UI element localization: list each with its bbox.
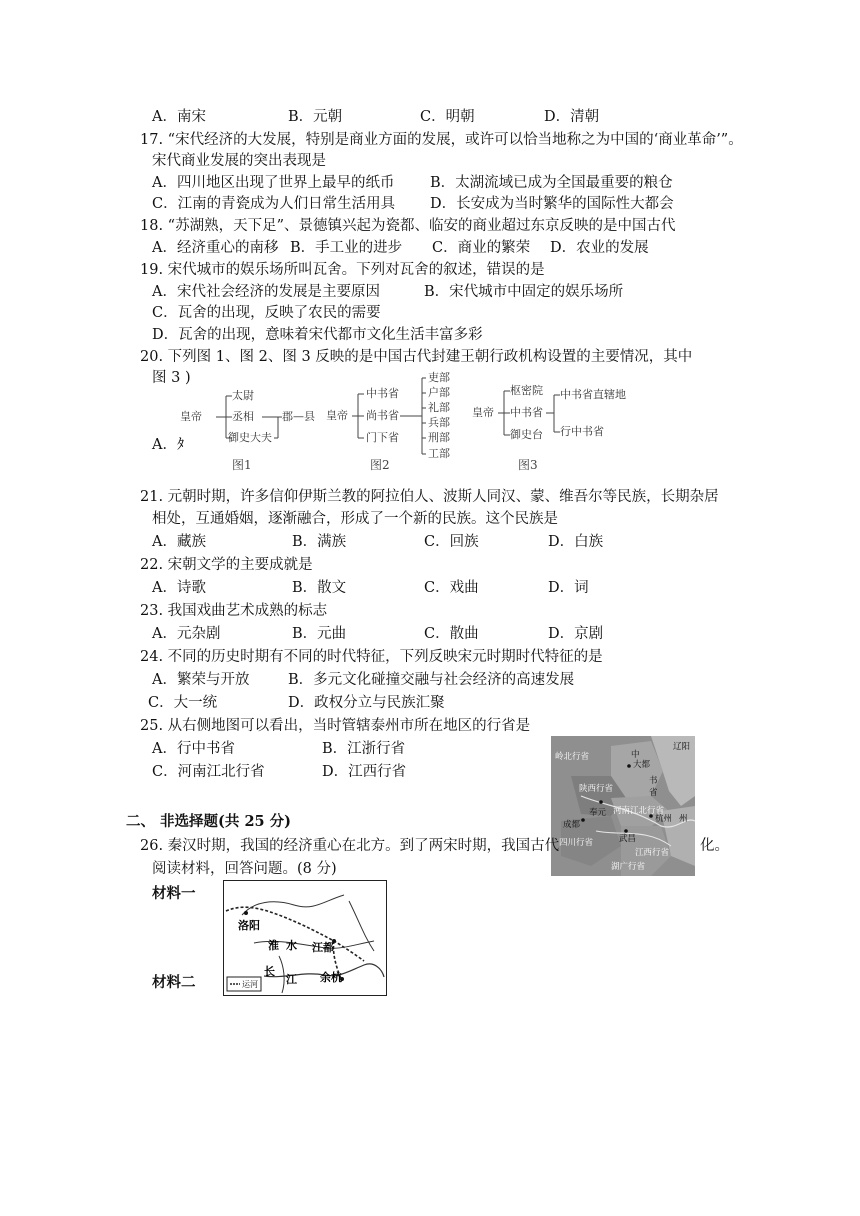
section-2-title: 二、 非选择题(共 25 分) xyxy=(126,813,292,830)
map-label-huguang: 湖广行省 xyxy=(611,862,646,872)
map-label-jiangxi: 江西行省 xyxy=(635,848,670,858)
fig2-dept-3: 礼部 xyxy=(428,401,450,414)
fig2-dept-2: 户部 xyxy=(428,386,450,399)
q18-option-c: C．商业的繁荣 xyxy=(432,240,531,256)
q25-option-b: B．江浙行省 xyxy=(322,741,406,757)
canal-label-shui: 水 xyxy=(286,939,297,952)
canal-label-chang: 长 xyxy=(264,965,275,978)
canal-label-luoyang: 洛阳 xyxy=(238,919,260,932)
fig3-root: 皇帝 xyxy=(472,406,494,419)
q21-option-c: C．回族 xyxy=(424,534,479,550)
q18-option-a: A．经济重心的南移 xyxy=(152,240,279,256)
q18-option-b: B．手工业的进步 xyxy=(290,240,403,256)
map-label-liaoyang: 辽阳 xyxy=(673,742,691,752)
q21-stem: 21. 元朝时期，许多信仰伊斯兰教的阿拉伯人、波斯人同汉、蒙、维吾尔等民族，长期杂居 xyxy=(140,489,719,505)
map-label-shu: 书 xyxy=(649,776,658,786)
map-label-shaanxi: 陕西行省 xyxy=(579,784,614,794)
q19-option-b: B．宋代城市中固定的娱乐场所 xyxy=(424,284,624,300)
material-1-label: 材料一 xyxy=(152,885,196,902)
map-label-fengyuan: 奉元 xyxy=(589,808,607,818)
q26-stem: 26. 秦汉时期，我国的经济重心在北方。到了两宋时期，我国古代 xyxy=(140,838,560,854)
canal-legend-label: 运河 xyxy=(242,980,258,989)
q23-option-a: A．元杂剧 xyxy=(152,626,221,642)
map-label-dadu: 大都 xyxy=(633,760,651,770)
q20-stem-cont: 图 3 ) xyxy=(152,370,191,386)
q16-option-a: A．南宋 xyxy=(152,109,206,125)
canal-label-huai: 淮 xyxy=(268,939,279,952)
material-2-label: 材料二 xyxy=(152,974,196,991)
fig2-dept-6: 工部 xyxy=(428,447,450,460)
q19-option-a: A．宋代社会经济的发展是主要原因 xyxy=(152,284,380,300)
canal-map-lines xyxy=(224,881,386,995)
q21-option-b: B．满族 xyxy=(292,534,347,550)
q24-option-c: C．大一统 xyxy=(148,695,218,711)
fig1-root: 皇帝 xyxy=(180,410,202,423)
q24-option-b: B．多元文化碰撞交融与社会经济的高速发展 xyxy=(288,672,575,688)
map-label-hangzhou: 杭州 xyxy=(655,814,673,824)
fig2-dept-1: 吏部 xyxy=(428,371,450,384)
fig2-node-3: 门下省 xyxy=(366,431,399,444)
q18-stem: 18. “苏湖熟，天下足”、景德镇兴起为瓷都、临安的商业超过东京反映的是中国古代 xyxy=(140,218,676,234)
q22-option-a: A．诗歌 xyxy=(152,580,206,596)
q17-stem-cont: 宋代商业发展的突出表现是 xyxy=(152,153,326,169)
yuan-provinces-map xyxy=(551,736,695,876)
q26-stem-cont: 阅读材料，回答问题。(8 分) xyxy=(152,861,337,877)
fig1-caption: 图1 xyxy=(232,458,252,472)
q16-option-b: B．元朝 xyxy=(288,109,343,125)
map-label-lingbei: 岭北行省 xyxy=(555,752,590,762)
fig3-sub-1: 中书省直辖地 xyxy=(560,388,626,401)
fig2-node-2: 尚书省 xyxy=(366,409,399,422)
figure-1 xyxy=(170,384,320,454)
q19-stem: 19. 宋代城市的娱乐场所叫瓦舍。下列对瓦舍的叙述，错误的是 xyxy=(140,262,545,278)
q20-stem: 20. 下列图 1、图 2、图 3 反映的是中国古代封建王朝行政机构设置的主要情况，其中 xyxy=(140,349,693,365)
fig2-root: 皇帝 xyxy=(326,409,348,422)
fig1-tail: 郡—县 xyxy=(282,410,315,423)
q22-option-c: C．戏曲 xyxy=(424,580,479,596)
figure-3 xyxy=(470,380,640,450)
map-label-zhong: 中 xyxy=(631,750,640,760)
q23-option-b: B．元曲 xyxy=(292,626,347,642)
map-label-sichuan: 四川行省 xyxy=(559,838,594,848)
fig2-dept-4: 兵部 xyxy=(428,416,450,429)
q21-stem-cont: 相处，互通婚姻，逐渐融合，形成了一个新的民族。这个民族是 xyxy=(152,511,558,527)
q17-stem: 17. “宋代经济的大发展，特别是商业方面的发展，或许可以恰当地称之为中国的‘商业革命’”。 xyxy=(140,132,743,148)
fig1-node-3: 御史大夫 xyxy=(228,431,272,444)
grand-canal-map xyxy=(223,880,387,996)
canal-label-yuhang: 余杭 xyxy=(320,971,342,984)
q24-option-a: A．繁荣与开放 xyxy=(152,672,250,688)
q17-option-c: C．江南的青瓷成为人们日常生活用具 xyxy=(152,196,396,212)
fig3-node-1: 枢密院 xyxy=(510,384,543,397)
q24-option-d: D．政权分立与民族汇聚 xyxy=(288,695,445,711)
fig1-node-1: 太尉 xyxy=(232,389,254,402)
map-label-chengdu: 成都 xyxy=(563,820,581,830)
fig3-node-3: 御史台 xyxy=(510,428,543,441)
q19-option-d: D．瓦舍的出现，意味着宋代都市文化生活丰富多彩 xyxy=(152,327,483,343)
fig2-node-1: 中书省 xyxy=(366,387,399,400)
q25-option-d: D．江西行省 xyxy=(322,764,407,780)
fig2-caption: 图2 xyxy=(370,458,390,472)
q25-stem: 25. 从右侧地图可以看出，当时管辖泰州市所在地区的行省是 xyxy=(140,718,531,734)
canal-label-jiangdu: 江都 xyxy=(312,941,334,954)
q24-stem: 24. 不同的历史时期有不同的时代特征，下列反映宋元时期时代特征的是 xyxy=(140,649,603,665)
q22-option-b: B．散文 xyxy=(292,580,347,596)
q16-option-d: D．清朝 xyxy=(544,109,600,125)
q16-option-c: C．明朝 xyxy=(420,109,475,125)
fig3-caption: 图3 xyxy=(518,458,538,472)
q26-stem-tail: 化。 xyxy=(700,838,729,854)
map-label-sheng: 省 xyxy=(649,788,658,798)
q25-option-c: C．河南江北行省 xyxy=(152,764,265,780)
q25-option-a: A．行中书省 xyxy=(152,741,235,757)
fig1-node-2: 丞相 xyxy=(232,410,254,423)
map-label-zhou: 州 xyxy=(679,814,688,824)
q17-option-d: D．长安成为当时繁华的国际性大都会 xyxy=(430,196,674,212)
q22-option-d: D．词 xyxy=(548,580,589,596)
q17-option-a: A．四川地区出现了世界上最早的纸币 xyxy=(152,175,395,191)
canal-label-jiang: 江 xyxy=(286,973,297,986)
map-label-henan-jiangbei: 河南江北行省 xyxy=(613,806,665,816)
q23-option-d: D．京剧 xyxy=(548,626,604,642)
q23-option-c: C．散曲 xyxy=(424,626,479,642)
map-label-wuchang: 武昌 xyxy=(619,834,637,844)
q22-stem: 22. 宋朝文学的主要成就是 xyxy=(140,557,313,573)
fig3-node-2: 中书省 xyxy=(510,406,543,419)
q23-stem: 23. 我国戏曲艺术成熟的标志 xyxy=(140,603,328,619)
q18-option-d: D．农业的发展 xyxy=(550,240,649,256)
q19-option-c: C．瓦舍的出现，反映了农民的需要 xyxy=(152,305,381,321)
q20-option-a: A．ﾀ xyxy=(152,437,185,453)
q17-option-b: B．太湖流域已成为全国最重要的粮仓 xyxy=(430,175,673,191)
fig2-dept-5: 刑部 xyxy=(428,431,450,444)
q21-option-d: D．白族 xyxy=(548,534,604,550)
q21-option-a: A．藏族 xyxy=(152,534,206,550)
figure-2 xyxy=(322,370,462,460)
fig3-sub-2: 行中书省 xyxy=(560,425,604,438)
